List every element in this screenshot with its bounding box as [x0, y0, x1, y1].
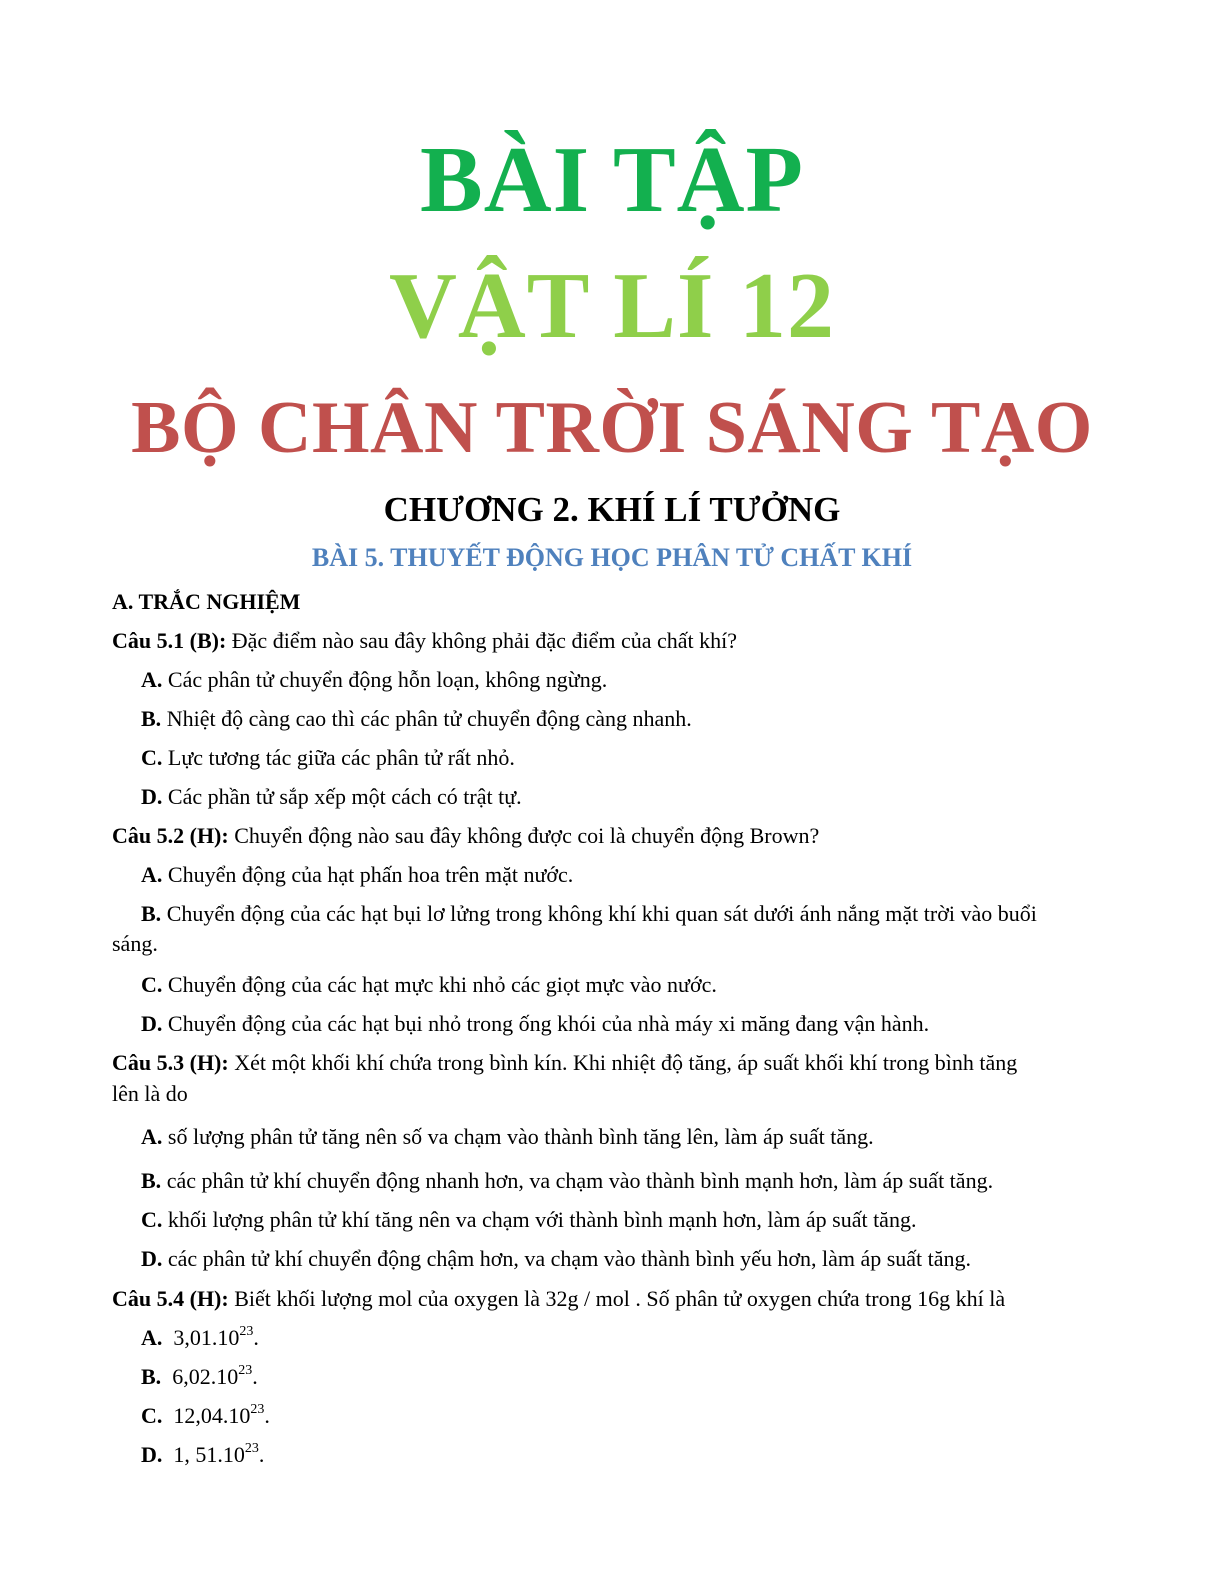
option-value: 1, 51.10 — [173, 1442, 245, 1467]
question-label: Câu 5.1 (B): — [112, 628, 227, 653]
option-letter: A. — [141, 667, 163, 692]
option-letter: C. — [141, 745, 163, 770]
question-label: Câu 5.2 (H): — [112, 823, 229, 848]
option-text: các phân tử khí chuyển động chậm hơn, va chạm vào thành bình yếu hơn, làm áp suất tăng. — [162, 1246, 972, 1271]
option-text: Nhiệt độ càng cao thì các phân tử chuyển động càng nhanh. — [161, 706, 692, 731]
question-label: Câu 5.3 (H): — [112, 1050, 229, 1075]
option-period: . — [258, 1442, 265, 1467]
option-letter: B. — [141, 1168, 162, 1193]
question-5-2 — [112, 821, 1112, 850]
option-text: Lực tương tác giữa các phân tử rất nhỏ. — [162, 745, 515, 770]
question-5-3 — [112, 1048, 1112, 1077]
lesson-heading: BÀI 5. THUYẾT ĐỘNG HỌC PHÂN TỬ CHẤT KHÍ — [311, 543, 913, 572]
option-letter: D. — [141, 1011, 163, 1036]
option-c — [141, 970, 1112, 999]
option-c — [141, 1401, 1112, 1430]
option-letter: D. — [141, 1442, 163, 1467]
title-bai-tap: BÀI TẬP — [420, 128, 804, 232]
option-c — [141, 743, 1112, 772]
option-b — [141, 704, 1112, 733]
option-text: Chuyển động của các hạt bụi lơ lửng trong không khí khi quan sát dưới ánh nắng mặt trời vào buổi — [161, 901, 1037, 926]
option-text: các phân tử khí chuyển động nhanh hơn, va chạm vào thành bình mạnh hơn, làm áp suất tăng. — [161, 1168, 994, 1193]
option-period: . — [264, 1403, 270, 1428]
option-d — [141, 1009, 1112, 1038]
option-letter: B. — [141, 901, 162, 926]
question-5-3-continuation: lên là do — [112, 1081, 188, 1106]
option-d — [141, 782, 1112, 811]
option-text: Chuyển động của các hạt mực khi nhỏ các giọt mực vào nước. — [162, 972, 717, 997]
question-text: Chuyển động nào sau đây không được coi là chuyển động Brown? — [228, 823, 820, 848]
option-b-continuation: sáng. — [112, 931, 158, 956]
option-letter: D. — [141, 784, 163, 809]
option-text: số lượng phân tử tăng nên số va chạm vào thành bình tăng lên, làm áp suất tăng. — [162, 1124, 874, 1149]
option-period: . — [252, 1364, 258, 1389]
option-letter: A. — [141, 1325, 163, 1350]
chapter-heading: CHƯƠNG 2. KHÍ LÍ TƯỞNG — [383, 490, 841, 529]
option-a — [141, 1323, 1112, 1352]
question-text: Biết khối lượng mol của oxygen là 32g / mol . Số phân tử oxygen chứa trong 16g khí là — [228, 1286, 1006, 1311]
option-exponent: 23 — [239, 1324, 254, 1339]
title-vat-li-12: VẬT LÍ 12 — [388, 254, 836, 358]
option-letter: A. — [141, 862, 163, 887]
option-d — [141, 1440, 1112, 1469]
question-5-4 — [112, 1284, 1112, 1313]
option-text: Các phần tử sắp xếp một cách có trật tự. — [162, 784, 522, 809]
option-text: khối lượng phân tử khí tăng nên va chạm với thành bình mạnh hơn, làm áp suất tăng. — [162, 1207, 917, 1232]
option-d — [141, 1244, 1112, 1273]
question-5-1 — [112, 626, 1112, 655]
option-a — [141, 860, 1112, 889]
option-b — [141, 1166, 1112, 1195]
section-heading: A. TRẮC NGHIỆM — [112, 589, 301, 614]
option-c — [141, 1205, 1112, 1234]
option-b — [141, 899, 1112, 928]
option-exponent: 23 — [238, 1363, 253, 1378]
option-letter: C. — [141, 972, 163, 997]
option-text: Chuyển động của hạt phấn hoa trên mặt nước. — [162, 862, 574, 887]
option-text: Chuyển động của các hạt bụi nhỏ trong ống khói của nhà máy xi măng đang vận hành. — [162, 1011, 930, 1036]
option-value: 6,02.10 — [172, 1364, 239, 1389]
option-letter: B. — [141, 706, 162, 731]
option-a — [141, 1122, 1112, 1151]
option-a — [141, 665, 1112, 694]
question-label: Câu 5.4 (H): — [112, 1286, 229, 1311]
question-text: Đặc điểm nào sau đây không phải đặc điểm của chất khí? — [226, 628, 737, 653]
option-value: 3,01.10 — [173, 1325, 240, 1350]
option-exponent: 23 — [244, 1441, 259, 1456]
title-publisher: BỘ CHÂN TRỜI SÁNG TẠO — [131, 387, 1093, 469]
option-letter: B. — [141, 1364, 162, 1389]
option-letter: D. — [141, 1246, 163, 1271]
option-period: . — [253, 1325, 259, 1350]
option-letter: C. — [141, 1403, 163, 1428]
option-value: 12,04.10 — [173, 1403, 251, 1428]
option-exponent: 23 — [250, 1402, 265, 1417]
option-text: Các phân tử chuyển động hỗn loạn, không ngừng. — [162, 667, 608, 692]
option-b — [141, 1362, 1112, 1391]
question-text: Xét một khối khí chứa trong bình kín. Khi nhiệt độ tăng, áp suất khối khí trong bình tăng — [228, 1050, 1018, 1075]
option-letter: C. — [141, 1207, 163, 1232]
option-letter: A. — [141, 1124, 163, 1149]
